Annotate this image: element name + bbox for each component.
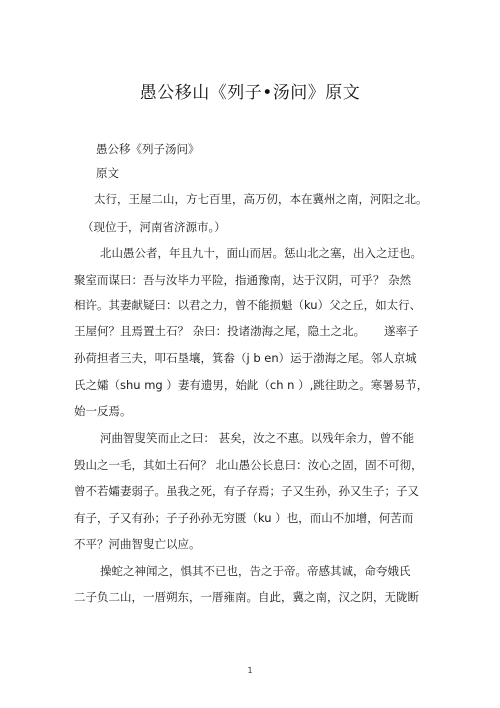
text-line: 遂率子 (384, 324, 419, 338)
text-line: 二子负二山，一厝朔东，一厝雍南。自此，冀之南，汉之阴，无陇断 (74, 590, 419, 604)
text-line: 聚室而谋曰：吾与汝毕力平险，指通豫南，达于汉阴，可乎？ 杂然 (74, 273, 412, 287)
text-line: 孙荷担者三夫，叩石垦壤，箕畚（j b en）运于渤海之尾。邻人京城 (74, 351, 417, 365)
text-line: 氏之孀（shu mg ）妻有遗男，始龀（ch n ）,跳往助之。寒暑易节， (74, 378, 429, 392)
text-line: （现位于，河南省济源市。） (82, 220, 226, 234)
text-line: 北山愚公者，年且九十，面山而居。惩山北之塞，出入之迂也。 (100, 246, 422, 260)
text-line: 王屋何？且焉置土石？ 杂曰：投诸渤海之尾，隐土之北。 (74, 324, 366, 338)
text-line: 不平？河曲智叟亡以应。 (74, 537, 201, 551)
text-line: 毁山之一毛，其如土石何？ 北山愚公长息曰：汝心之固，固不可彻， (74, 458, 423, 472)
text-line: 曾不若孀妻弱子。虽我之死，有子存焉；子又生孙，孙又生子；子又 (74, 484, 419, 498)
text-line: 相许。其妻献疑曰：以君之力，曾不能损魁（ku）父之丘，如太行、 (74, 298, 422, 312)
text-line: 操蛇之神闻之，惧其不已也，告之于帝。帝感其诚，命夸娥氏 (100, 564, 411, 578)
text-line: 有子，子又有孙；子子孙孙无穷匮（ku ）也，而山不加增，何苦而 (74, 511, 414, 525)
text-line: 河曲智叟笑而止之曰： 甚矣，汝之不惠。以残年余力，曾不能 (100, 431, 415, 445)
subtitle: 愚公移《列子汤问》 (96, 142, 200, 156)
text-line: 始一反焉。 (74, 404, 132, 418)
document-title: 愚公移山《列子•汤问》原文 (139, 83, 361, 103)
text-line: 太行，王屋二山，方七百里，高万仞，本在冀州之南，河阳之北。 (94, 192, 428, 206)
page-number: 1 (247, 666, 253, 675)
section-label: 原文 (96, 166, 119, 180)
